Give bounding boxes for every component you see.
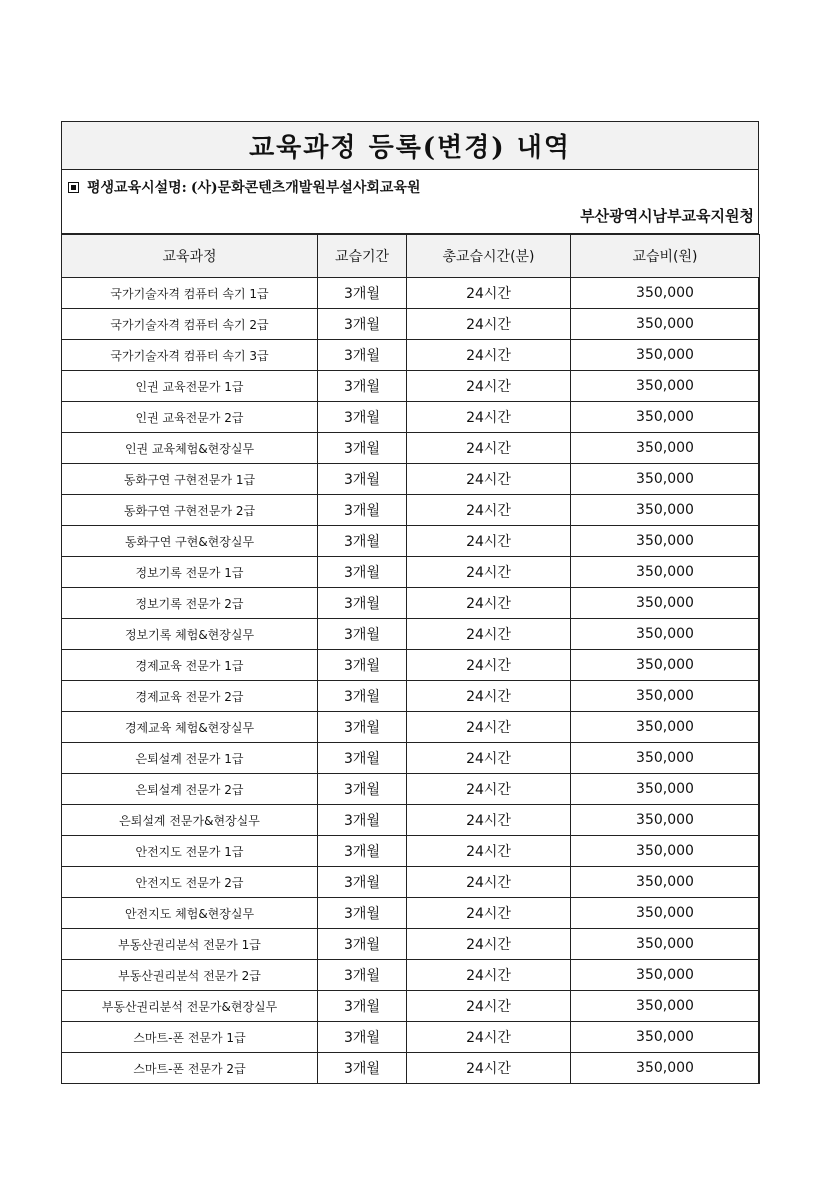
fee-cell: 350,000 xyxy=(571,774,760,805)
table-row xyxy=(62,960,760,991)
table-header-row xyxy=(62,235,760,278)
course-name-cell: 경제교육 전문가 2급 xyxy=(62,681,318,712)
header-fee: 교습비(원) xyxy=(571,235,760,278)
course-name-cell: 안전지도 전문가 1급 xyxy=(62,836,318,867)
table-row xyxy=(62,557,760,588)
table-row xyxy=(62,991,760,1022)
table-row xyxy=(62,588,760,619)
fee-cell: 350,000 xyxy=(571,650,760,681)
document-meta xyxy=(62,170,758,234)
total-hours-cell: 24시간 xyxy=(407,898,571,929)
period-cell: 3개월 xyxy=(318,588,407,619)
total-hours-cell: 24시간 xyxy=(407,309,571,340)
fee-cell: 350,000 xyxy=(571,495,760,526)
period-cell: 3개월 xyxy=(318,960,407,991)
table-row xyxy=(62,898,760,929)
table-row xyxy=(62,402,760,433)
table-row xyxy=(62,836,760,867)
table-row xyxy=(62,278,760,309)
total-hours-cell: 24시간 xyxy=(407,650,571,681)
period-cell: 3개월 xyxy=(318,1053,407,1084)
total-hours-cell: 24시간 xyxy=(407,960,571,991)
period-cell: 3개월 xyxy=(318,681,407,712)
total-hours-cell: 24시간 xyxy=(407,1022,571,1053)
course-name-cell: 경제교육 체험&현장실무 xyxy=(62,712,318,743)
table-row xyxy=(62,650,760,681)
header-total-hours: 총교습시간(분) xyxy=(407,235,571,278)
period-cell: 3개월 xyxy=(318,774,407,805)
period-cell: 3개월 xyxy=(318,1022,407,1053)
total-hours-cell: 24시간 xyxy=(407,805,571,836)
total-hours-cell: 24시간 xyxy=(407,743,571,774)
table-body xyxy=(62,278,760,1084)
course-name-cell: 동화구연 구현전문가 2급 xyxy=(62,495,318,526)
table-row xyxy=(62,712,760,743)
fee-cell: 350,000 xyxy=(571,526,760,557)
total-hours-cell: 24시간 xyxy=(407,526,571,557)
total-hours-cell: 24시간 xyxy=(407,340,571,371)
period-cell: 3개월 xyxy=(318,898,407,929)
total-hours-cell: 24시간 xyxy=(407,929,571,960)
fee-cell: 350,000 xyxy=(571,960,760,991)
period-cell: 3개월 xyxy=(318,805,407,836)
fee-cell: 350,000 xyxy=(571,433,760,464)
period-cell: 3개월 xyxy=(318,836,407,867)
fee-cell: 350,000 xyxy=(571,898,760,929)
period-cell: 3개월 xyxy=(318,371,407,402)
period-cell: 3개월 xyxy=(318,557,407,588)
total-hours-cell: 24시간 xyxy=(407,836,571,867)
bullet-square-icon xyxy=(68,182,79,193)
total-hours-cell: 24시간 xyxy=(407,495,571,526)
fee-cell: 350,000 xyxy=(571,309,760,340)
fee-cell: 350,000 xyxy=(571,1022,760,1053)
fee-cell: 350,000 xyxy=(571,1053,760,1084)
fee-cell: 350,000 xyxy=(571,805,760,836)
table-row xyxy=(62,929,760,960)
period-cell: 3개월 xyxy=(318,495,407,526)
table-row xyxy=(62,867,760,898)
course-name-cell: 인권 교육전문가 2급 xyxy=(62,402,318,433)
table-row xyxy=(62,805,760,836)
period-cell: 3개월 xyxy=(318,743,407,774)
facility-name: (사)문화콘텐츠개발원부설사회교육원 xyxy=(190,180,421,196)
header-course: 교육과정 xyxy=(62,235,318,278)
fee-cell: 350,000 xyxy=(571,991,760,1022)
course-name-cell: 안전지도 체험&현장실무 xyxy=(62,898,318,929)
table-row xyxy=(62,464,760,495)
course-name-cell: 부동산권리분석 전문가 1급 xyxy=(62,929,318,960)
table-row xyxy=(62,309,760,340)
course-name-cell: 경제교육 전문가 1급 xyxy=(62,650,318,681)
document-title: 교육과정 등록(변경) 내역 xyxy=(62,122,758,170)
period-cell: 3개월 xyxy=(318,433,407,464)
facility-line xyxy=(68,177,420,197)
fee-cell: 350,000 xyxy=(571,557,760,588)
course-name-cell: 은퇴설계 전문가 2급 xyxy=(62,774,318,805)
total-hours-cell: 24시간 xyxy=(407,867,571,898)
course-name-cell: 국가기술자격 컴퓨터 속기 2급 xyxy=(62,309,318,340)
total-hours-cell: 24시간 xyxy=(407,278,571,309)
period-cell: 3개월 xyxy=(318,402,407,433)
fee-cell: 350,000 xyxy=(571,278,760,309)
table-row xyxy=(62,433,760,464)
total-hours-cell: 24시간 xyxy=(407,464,571,495)
fee-cell: 350,000 xyxy=(571,743,760,774)
fee-cell: 350,000 xyxy=(571,340,760,371)
header-period: 교습기간 xyxy=(318,235,407,278)
period-cell: 3개월 xyxy=(318,867,407,898)
table-row xyxy=(62,743,760,774)
table-row xyxy=(62,619,760,650)
course-name-cell: 동화구연 구현전문가 1급 xyxy=(62,464,318,495)
table-row xyxy=(62,371,760,402)
course-name-cell: 부동산권리분석 전문가&현장실무 xyxy=(62,991,318,1022)
table-row xyxy=(62,495,760,526)
course-name-cell: 스마트-폰 전문가 1급 xyxy=(62,1022,318,1053)
period-cell: 3개월 xyxy=(318,712,407,743)
fee-cell: 350,000 xyxy=(571,681,760,712)
course-name-cell: 정보기록 전문가 1급 xyxy=(62,557,318,588)
course-name-cell: 국가기술자격 컴퓨터 속기 3급 xyxy=(62,340,318,371)
total-hours-cell: 24시간 xyxy=(407,557,571,588)
table-row xyxy=(62,774,760,805)
period-cell: 3개월 xyxy=(318,991,407,1022)
course-name-cell: 은퇴설계 전문가&현장실무 xyxy=(62,805,318,836)
registration-document xyxy=(61,121,759,1084)
period-cell: 3개월 xyxy=(318,929,407,960)
course-name-cell: 부동산권리분석 전문가 2급 xyxy=(62,960,318,991)
course-name-cell: 정보기록 체험&현장실무 xyxy=(62,619,318,650)
table-row xyxy=(62,1053,760,1084)
period-cell: 3개월 xyxy=(318,278,407,309)
period-cell: 3개월 xyxy=(318,650,407,681)
course-name-cell: 국가기술자격 컴퓨터 속기 1급 xyxy=(62,278,318,309)
total-hours-cell: 24시간 xyxy=(407,433,571,464)
table-row xyxy=(62,681,760,712)
total-hours-cell: 24시간 xyxy=(407,681,571,712)
total-hours-cell: 24시간 xyxy=(407,991,571,1022)
course-name-cell: 안전지도 전문가 2급 xyxy=(62,867,318,898)
course-name-cell: 정보기록 전문가 2급 xyxy=(62,588,318,619)
total-hours-cell: 24시간 xyxy=(407,712,571,743)
period-cell: 3개월 xyxy=(318,309,407,340)
course-name-cell: 인권 교육전문가 1급 xyxy=(62,371,318,402)
fee-cell: 350,000 xyxy=(571,402,760,433)
course-name-cell: 인권 교육체험&현장실무 xyxy=(62,433,318,464)
table-row xyxy=(62,526,760,557)
table-row xyxy=(62,1022,760,1053)
total-hours-cell: 24시간 xyxy=(407,1053,571,1084)
fee-cell: 350,000 xyxy=(571,371,760,402)
total-hours-cell: 24시간 xyxy=(407,402,571,433)
fee-cell: 350,000 xyxy=(571,464,760,495)
fee-cell: 350,000 xyxy=(571,929,760,960)
period-cell: 3개월 xyxy=(318,464,407,495)
period-cell: 3개월 xyxy=(318,340,407,371)
fee-cell: 350,000 xyxy=(571,836,760,867)
fee-cell: 350,000 xyxy=(571,712,760,743)
course-name-cell: 은퇴설계 전문가 1급 xyxy=(62,743,318,774)
total-hours-cell: 24시간 xyxy=(407,774,571,805)
fee-cell: 350,000 xyxy=(571,619,760,650)
course-name-cell: 스마트-폰 전문가 2급 xyxy=(62,1053,318,1084)
facility-label: 평생교육시설명: xyxy=(87,180,187,196)
total-hours-cell: 24시간 xyxy=(407,371,571,402)
total-hours-cell: 24시간 xyxy=(407,588,571,619)
course-table xyxy=(61,234,760,1084)
total-hours-cell: 24시간 xyxy=(407,619,571,650)
period-cell: 3개월 xyxy=(318,526,407,557)
issuing-office: 부산광역시남부교육지원청 xyxy=(580,207,754,225)
table-row xyxy=(62,340,760,371)
fee-cell: 350,000 xyxy=(571,588,760,619)
period-cell: 3개월 xyxy=(318,619,407,650)
fee-cell: 350,000 xyxy=(571,867,760,898)
course-name-cell: 동화구연 구현&현장실무 xyxy=(62,526,318,557)
